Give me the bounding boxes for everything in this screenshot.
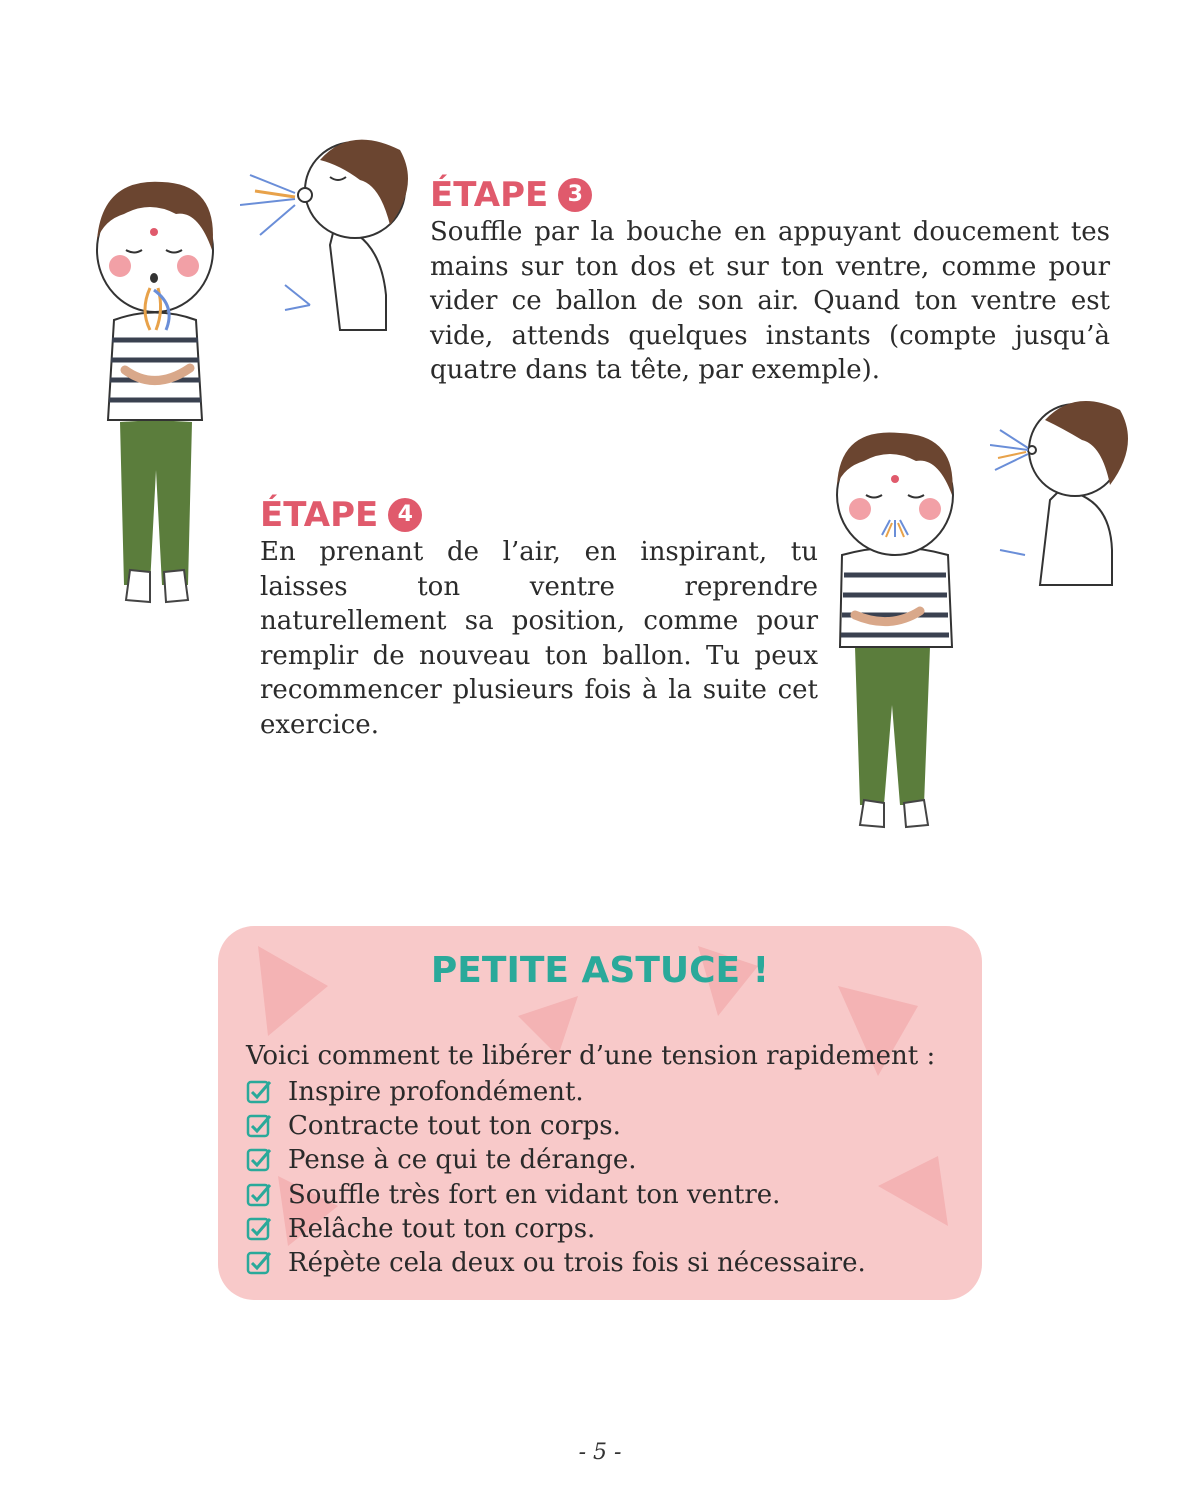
step-4-label: ÉTAPE (260, 495, 379, 535)
tip-item (246, 1212, 866, 1246)
profile-exhaling-illustration (240, 125, 420, 335)
page-number: - 5 - (578, 1440, 622, 1465)
tip-item-text: Souffle très fort en vidant ton ventre. (288, 1179, 781, 1210)
tip-item (246, 1075, 866, 1109)
checkbox-checked-icon (246, 1250, 272, 1276)
tip-item-text: Répète cela deux ou trois fois si nécessaire. (288, 1248, 866, 1279)
step-3-label: ÉTAPE (430, 175, 549, 215)
tip-title: PETITE ASTUCE ! (430, 950, 770, 991)
step-4-text: En prenant de l’air, en inspirant, tu laisses ton ventre reprendre naturellement sa position, comme pour remplir de nouveau ton ballon. Tu peux recommencer plusieurs fois à la suite cet exercice. (260, 537, 818, 740)
checkbox-checked-icon (246, 1147, 272, 1173)
step-4-section (260, 495, 818, 742)
tip-item (246, 1246, 866, 1280)
checkbox-checked-icon (246, 1079, 272, 1105)
step-4-number-badge: 4 (388, 498, 422, 532)
tip-intro: Voici comment te libérer d’une tension rapidement : (246, 1041, 936, 1071)
step-3-number-badge: 3 (558, 178, 592, 212)
profile-inhaling-illustration (990, 390, 1140, 590)
tip-item-text: Pense à ce qui te dérange. (288, 1145, 637, 1176)
child-exhaling-illustration (80, 170, 230, 620)
step-3-heading (430, 175, 1110, 215)
child-inhaling-illustration (820, 425, 970, 835)
tip-item (246, 1109, 866, 1143)
tip-item (246, 1143, 866, 1177)
tip-item-text: Relâche tout ton corps. (288, 1213, 596, 1244)
tip-item (246, 1178, 866, 1212)
step-3-text: Souffle par la bouche en appuyant doucement tes mains sur ton dos et sur ton ventre, comme pour vider ce ballon de son air. Quand ton ventre est vide, attends quelques instants (compte jusqu’à quatre dans ta tête, par exemple). (430, 217, 1110, 385)
checkbox-checked-icon (246, 1182, 272, 1208)
tip-checklist (246, 1075, 866, 1280)
tip-item-text: Inspire profondément. (288, 1077, 584, 1108)
tip-box (218, 926, 982, 1300)
checkbox-checked-icon (246, 1113, 272, 1139)
checkbox-checked-icon (246, 1216, 272, 1242)
tip-item-text: Contracte tout ton corps. (288, 1111, 621, 1142)
step-3-section (430, 175, 1110, 388)
step-4-heading (260, 495, 818, 535)
